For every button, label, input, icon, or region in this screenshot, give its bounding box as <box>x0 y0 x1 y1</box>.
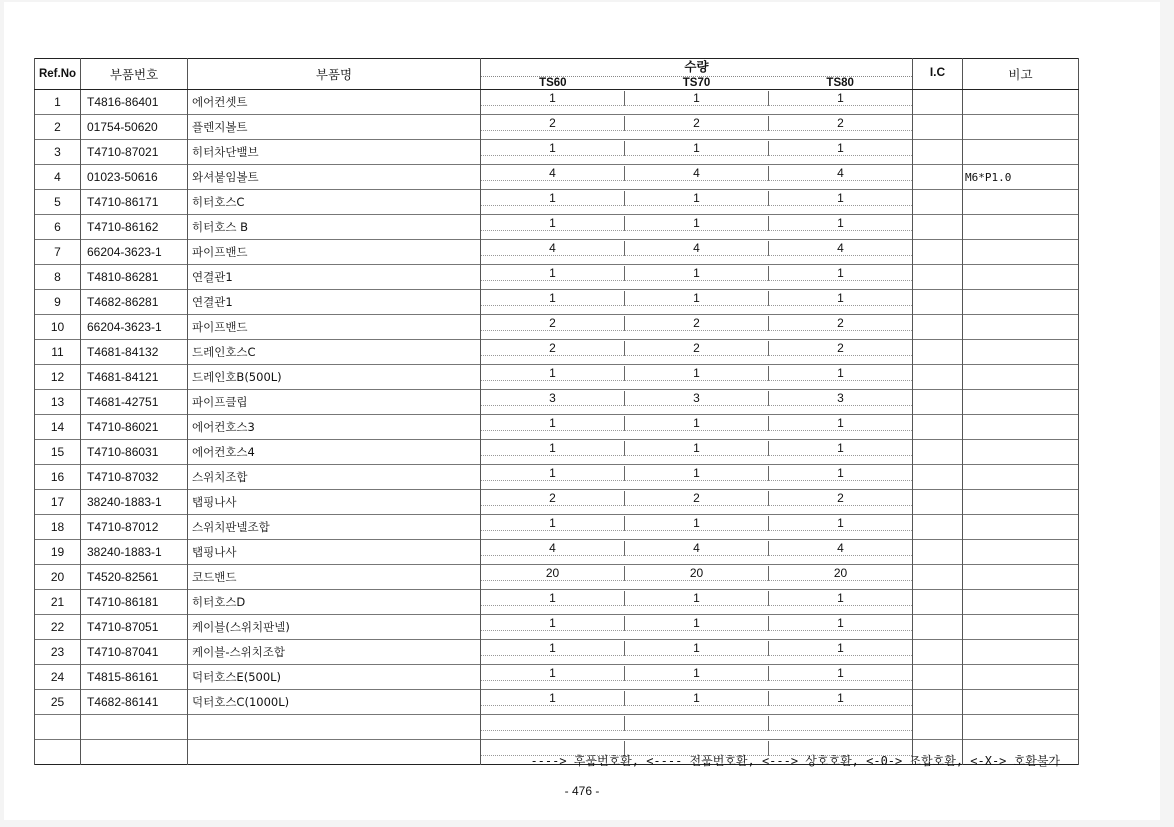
cell-part-name: 스위치판넬조합 <box>188 515 481 540</box>
cell-part-name: 파이프밴드 <box>188 240 481 265</box>
cell-remarks <box>963 365 1079 390</box>
cell-qty-ts60: 1 <box>481 216 624 231</box>
cell-qty-ts60: 1 <box>481 441 624 456</box>
cell-quantities <box>481 340 913 365</box>
cell-part-number: T4710-87051 <box>81 615 188 640</box>
cell-part-number: T4710-87021 <box>81 140 188 165</box>
cell-remarks <box>963 565 1079 590</box>
cell-qty-ts60 <box>481 716 624 731</box>
cell-quantities <box>481 390 913 415</box>
cell-quantities <box>481 565 913 590</box>
cell-ref-no: 9 <box>35 290 81 315</box>
cell-part-name: 덕터호스C(1000L) <box>188 690 481 715</box>
cell-qty-ts80: 4 <box>768 541 912 556</box>
cell-part-name: 히터차단밸브 <box>188 140 481 165</box>
cell-ic <box>913 115 963 140</box>
cell-part-name: 히터호스C <box>188 190 481 215</box>
cell-qty-ts70: 2 <box>624 341 768 356</box>
parts-table <box>34 58 1079 765</box>
cell-part-number <box>81 715 188 740</box>
cell-part-number: 66204-3623-1 <box>81 315 188 340</box>
cell-qty-ts60: 1 <box>481 366 624 381</box>
cell-part-name <box>188 740 481 765</box>
cell-remarks <box>963 415 1079 440</box>
cell-ic <box>913 165 963 190</box>
cell-remarks <box>963 115 1079 140</box>
cell-part-number: T4710-87041 <box>81 640 188 665</box>
cell-qty-ts80: 1 <box>768 691 912 706</box>
cell-qty-ts60: 3 <box>481 391 624 406</box>
cell-part-name: 에어컨셋트 <box>188 90 481 115</box>
table-row <box>35 465 1079 490</box>
table-row <box>35 715 1079 740</box>
cell-part-name: 덕터호스E(500L) <box>188 665 481 690</box>
cell-qty-ts80: 1 <box>768 441 912 456</box>
cell-qty-ts80: 1 <box>768 216 912 231</box>
cell-ref-no: 21 <box>35 590 81 615</box>
cell-part-name: 파이프밴드 <box>188 315 481 340</box>
cell-qty-ts80: 1 <box>768 291 912 306</box>
table-row <box>35 340 1079 365</box>
cell-qty-ts60: 1 <box>481 141 624 156</box>
table-row <box>35 665 1079 690</box>
cell-part-number: T4681-42751 <box>81 390 188 415</box>
cell-qty-ts80: 1 <box>768 141 912 156</box>
cell-ic <box>913 340 963 365</box>
cell-qty-ts80: 1 <box>768 641 912 656</box>
cell-qty-ts60: 4 <box>481 541 624 556</box>
table-row <box>35 365 1079 390</box>
cell-quantities <box>481 540 913 565</box>
cell-qty-ts80: 1 <box>768 591 912 606</box>
header-quantity <box>481 59 913 90</box>
cell-ic <box>913 440 963 465</box>
header-model-ts70: TS70 <box>682 77 711 89</box>
cell-part-number: 01754-50620 <box>81 115 188 140</box>
cell-remarks <box>963 690 1079 715</box>
cell-part-name: 드레인호스C <box>188 340 481 365</box>
cell-qty-ts80: 1 <box>768 616 912 631</box>
cell-remarks <box>963 240 1079 265</box>
cell-qty-ts80: 20 <box>768 566 912 581</box>
cell-ic <box>913 665 963 690</box>
cell-qty-ts70: 3 <box>624 391 768 406</box>
cell-quantities <box>481 140 913 165</box>
cell-qty-ts60: 1 <box>481 666 624 681</box>
cell-qty-ts70: 1 <box>624 441 768 456</box>
cell-part-number: T4810-86281 <box>81 265 188 290</box>
cell-part-number: T4710-86031 <box>81 440 188 465</box>
cell-ref-no: 14 <box>35 415 81 440</box>
cell-remarks <box>963 615 1079 640</box>
table-row <box>35 615 1079 640</box>
cell-qty-ts60: 1 <box>481 691 624 706</box>
cell-quantities <box>481 315 913 340</box>
table-row <box>35 290 1079 315</box>
cell-quantities <box>481 665 913 690</box>
cell-qty-ts70: 1 <box>624 666 768 681</box>
cell-ic <box>913 90 963 115</box>
table-row <box>35 565 1079 590</box>
cell-remarks <box>963 540 1079 565</box>
cell-qty-ts60: 1 <box>481 91 624 106</box>
cell-part-number: T4710-87032 <box>81 465 188 490</box>
table-row <box>35 690 1079 715</box>
cell-part-name: 플렌지볼트 <box>188 115 481 140</box>
cell-ref-no: 20 <box>35 565 81 590</box>
table-row <box>35 315 1079 340</box>
cell-part-number: T4710-86162 <box>81 215 188 240</box>
cell-part-name: 드레인호B(500L) <box>188 365 481 390</box>
cell-ref-no <box>35 715 81 740</box>
table-row <box>35 390 1079 415</box>
cell-quantities <box>481 165 913 190</box>
table-row <box>35 115 1079 140</box>
cell-qty-ts60: 2 <box>481 316 624 331</box>
header-ic: I.C <box>913 59 963 90</box>
cell-part-number: T4710-86181 <box>81 590 188 615</box>
cell-quantities <box>481 465 913 490</box>
cell-part-name: 연결관1 <box>188 265 481 290</box>
cell-part-number: T4681-84121 <box>81 365 188 390</box>
table-row <box>35 490 1079 515</box>
cell-quantities <box>481 415 913 440</box>
table-row <box>35 240 1079 265</box>
cell-remarks <box>963 390 1079 415</box>
cell-ic <box>913 640 963 665</box>
cell-quantities <box>481 190 913 215</box>
cell-quantities <box>481 265 913 290</box>
cell-remarks <box>963 440 1079 465</box>
cell-qty-ts60: 2 <box>481 491 624 506</box>
cell-part-name: 파이프클립 <box>188 390 481 415</box>
cell-ic <box>913 465 963 490</box>
table-row <box>35 415 1079 440</box>
table-row <box>35 165 1079 190</box>
cell-quantities <box>481 515 913 540</box>
table-row <box>35 640 1079 665</box>
cell-remarks <box>963 465 1079 490</box>
cell-remarks <box>963 140 1079 165</box>
cell-part-number: T4710-86171 <box>81 190 188 215</box>
cell-remarks <box>963 90 1079 115</box>
cell-part-name: 케이블(스위치판넬) <box>188 615 481 640</box>
cell-ref-no: 5 <box>35 190 81 215</box>
cell-ic <box>913 265 963 290</box>
header-part-name: 부품명 <box>188 59 481 90</box>
cell-qty-ts70: 1 <box>624 91 768 106</box>
cell-ic <box>913 290 963 315</box>
cell-qty-ts60: 1 <box>481 266 624 281</box>
cell-qty-ts80 <box>768 716 912 731</box>
cell-ic <box>913 365 963 390</box>
cell-ref-no: 24 <box>35 665 81 690</box>
cell-quantities <box>481 215 913 240</box>
cell-quantities <box>481 365 913 390</box>
page-number: - 476 - <box>564 784 600 798</box>
table-row <box>35 215 1079 240</box>
cell-part-name: 와셔붙임볼트 <box>188 165 481 190</box>
cell-ic <box>913 415 963 440</box>
cell-part-name: 탭핑나사 <box>188 490 481 515</box>
table-row <box>35 440 1079 465</box>
cell-qty-ts60: 4 <box>481 241 624 256</box>
cell-part-number <box>81 740 188 765</box>
cell-ref-no: 1 <box>35 90 81 115</box>
cell-ic <box>913 590 963 615</box>
cell-ref-no: 3 <box>35 140 81 165</box>
cell-ref-no: 25 <box>35 690 81 715</box>
cell-remarks <box>963 590 1079 615</box>
cell-ref-no: 8 <box>35 265 81 290</box>
cell-ic <box>913 490 963 515</box>
cell-qty-ts70: 1 <box>624 216 768 231</box>
cell-qty-ts80: 1 <box>768 366 912 381</box>
cell-ic <box>913 240 963 265</box>
cell-part-name: 코드밴드 <box>188 565 481 590</box>
table-header-row <box>35 59 1079 90</box>
cell-ref-no: 22 <box>35 615 81 640</box>
cell-qty-ts80: 1 <box>768 466 912 481</box>
cell-qty-ts60: 4 <box>481 166 624 181</box>
cell-ref-no: 7 <box>35 240 81 265</box>
cell-qty-ts70: 20 <box>624 566 768 581</box>
cell-ref-no: 13 <box>35 390 81 415</box>
cell-remarks <box>963 290 1079 315</box>
cell-part-name: 케이블-스위치조합 <box>188 640 481 665</box>
cell-part-number: T4816-86401 <box>81 90 188 115</box>
cell-qty-ts60: 20 <box>481 566 624 581</box>
cell-qty-ts60: 1 <box>481 616 624 631</box>
table-row <box>35 515 1079 540</box>
header-part-number: 부품번호 <box>81 59 188 90</box>
cell-ic <box>913 515 963 540</box>
cell-ic <box>913 565 963 590</box>
cell-part-name: 히터호스 B <box>188 215 481 240</box>
table-row <box>35 190 1079 215</box>
cell-ic <box>913 615 963 640</box>
cell-remarks <box>963 490 1079 515</box>
cell-qty-ts80: 1 <box>768 91 912 106</box>
cell-qty-ts70: 2 <box>624 116 768 131</box>
cell-ref-no: 12 <box>35 365 81 390</box>
cell-ref-no: 4 <box>35 165 81 190</box>
table-row <box>35 540 1079 565</box>
cell-qty-ts80: 2 <box>768 491 912 506</box>
cell-qty-ts60: 1 <box>481 641 624 656</box>
cell-remarks <box>963 265 1079 290</box>
cell-remarks <box>963 215 1079 240</box>
cell-qty-ts80: 2 <box>768 341 912 356</box>
cell-qty-ts80: 4 <box>768 241 912 256</box>
cell-qty-ts70: 1 <box>624 466 768 481</box>
table-row <box>35 90 1079 115</box>
cell-qty-ts70: 1 <box>624 366 768 381</box>
cell-part-name: 히터호스D <box>188 590 481 615</box>
cell-ic <box>913 540 963 565</box>
cell-ref-no <box>35 740 81 765</box>
cell-qty-ts80: 2 <box>768 116 912 131</box>
cell-qty-ts80: 1 <box>768 416 912 431</box>
cell-part-number: T4710-86021 <box>81 415 188 440</box>
header-ref-no: Ref.No <box>35 59 81 90</box>
cell-part-number: 38240-1883-1 <box>81 540 188 565</box>
cell-ic <box>913 715 963 740</box>
header-model-ts80: TS80 <box>826 77 854 89</box>
cell-qty-ts70: 1 <box>624 591 768 606</box>
cell-qty-ts60: 1 <box>481 591 624 606</box>
document-page <box>4 2 1160 820</box>
cell-qty-ts80: 1 <box>768 191 912 206</box>
cell-ref-no: 23 <box>35 640 81 665</box>
cell-remarks <box>963 515 1079 540</box>
cell-part-name: 에어컨호스3 <box>188 415 481 440</box>
cell-qty-ts70: 1 <box>624 416 768 431</box>
cell-qty-ts60: 2 <box>481 341 624 356</box>
cell-ic <box>913 140 963 165</box>
cell-qty-ts60: 1 <box>481 516 624 531</box>
cell-remarks: M6*P1.0 <box>963 165 1079 190</box>
cell-qty-ts80: 3 <box>768 391 912 406</box>
cell-qty-ts60: 1 <box>481 416 624 431</box>
cell-qty-ts70: 1 <box>624 691 768 706</box>
cell-qty-ts70: 1 <box>624 516 768 531</box>
cell-ref-no: 11 <box>35 340 81 365</box>
cell-quantities <box>481 115 913 140</box>
cell-ref-no: 17 <box>35 490 81 515</box>
cell-remarks <box>963 340 1079 365</box>
cell-qty-ts80: 1 <box>768 666 912 681</box>
cell-quantities <box>481 690 913 715</box>
cell-part-number: 01023-50616 <box>81 165 188 190</box>
cell-qty-ts70: 1 <box>624 141 768 156</box>
cell-qty-ts70: 1 <box>624 266 768 281</box>
cell-part-name: 에어컨호스4 <box>188 440 481 465</box>
cell-qty-ts60: 1 <box>481 466 624 481</box>
cell-qty-ts60: 2 <box>481 116 624 131</box>
cell-part-name <box>188 715 481 740</box>
cell-quantities <box>481 490 913 515</box>
cell-quantities <box>481 590 913 615</box>
cell-part-name: 탭핑나사 <box>188 540 481 565</box>
cell-qty-ts80: 4 <box>768 166 912 181</box>
cell-quantities <box>481 640 913 665</box>
cell-ic <box>913 390 963 415</box>
cell-quantities <box>481 715 913 740</box>
cell-remarks <box>963 640 1079 665</box>
cell-ic <box>913 190 963 215</box>
cell-qty-ts70: 1 <box>624 616 768 631</box>
cell-qty-ts60: 1 <box>481 191 624 206</box>
cell-ref-no: 18 <box>35 515 81 540</box>
cell-quantities <box>481 240 913 265</box>
cell-qty-ts70: 4 <box>624 166 768 181</box>
cell-ic <box>913 315 963 340</box>
cell-qty-ts70: 2 <box>624 491 768 506</box>
cell-qty-ts70: 4 <box>624 541 768 556</box>
cell-quantities <box>481 290 913 315</box>
table-row <box>35 590 1079 615</box>
cell-part-number: T4710-87012 <box>81 515 188 540</box>
cell-qty-ts70: 1 <box>624 191 768 206</box>
cell-remarks <box>963 190 1079 215</box>
cell-ref-no: 15 <box>35 440 81 465</box>
cell-qty-ts80: 1 <box>768 516 912 531</box>
cell-qty-ts70 <box>624 716 768 731</box>
cell-qty-ts60: 1 <box>481 291 624 306</box>
cell-part-number: T4681-84132 <box>81 340 188 365</box>
cell-qty-ts70: 1 <box>624 641 768 656</box>
header-quantity-label: 수량 <box>684 59 709 74</box>
cell-qty-ts70: 4 <box>624 241 768 256</box>
header-remarks: 비고 <box>963 59 1079 90</box>
cell-ic <box>913 690 963 715</box>
cell-ref-no: 6 <box>35 215 81 240</box>
cell-remarks <box>963 315 1079 340</box>
cell-qty-ts70: 2 <box>624 316 768 331</box>
cell-ref-no: 16 <box>35 465 81 490</box>
header-model-ts60: TS60 <box>539 77 567 89</box>
cell-part-name: 스위치조합 <box>188 465 481 490</box>
cell-quantities <box>481 440 913 465</box>
cell-part-number: T4682-86141 <box>81 690 188 715</box>
cell-part-number: T4815-86161 <box>81 665 188 690</box>
cell-ic <box>913 215 963 240</box>
cell-ref-no: 10 <box>35 315 81 340</box>
cell-quantities <box>481 615 913 640</box>
cell-part-number: T4682-86281 <box>81 290 188 315</box>
cell-part-number: 38240-1883-1 <box>81 490 188 515</box>
cell-ref-no: 2 <box>35 115 81 140</box>
cell-quantities <box>481 90 913 115</box>
interchangeability-legend: ----> 후품번호환, <---- 전품번호환, <---> 상호호환, <-0-> 조합호환, <-X-> 호환불가 <box>530 754 1060 768</box>
table-row <box>35 140 1079 165</box>
cell-ref-no: 19 <box>35 540 81 565</box>
cell-qty-ts80: 2 <box>768 316 912 331</box>
cell-qty-ts80: 1 <box>768 266 912 281</box>
cell-part-number: 66204-3623-1 <box>81 240 188 265</box>
cell-part-number: T4520-82561 <box>81 565 188 590</box>
cell-part-name: 연결관1 <box>188 290 481 315</box>
cell-remarks <box>963 665 1079 690</box>
table-row <box>35 265 1079 290</box>
cell-qty-ts70: 1 <box>624 291 768 306</box>
cell-remarks <box>963 715 1079 740</box>
